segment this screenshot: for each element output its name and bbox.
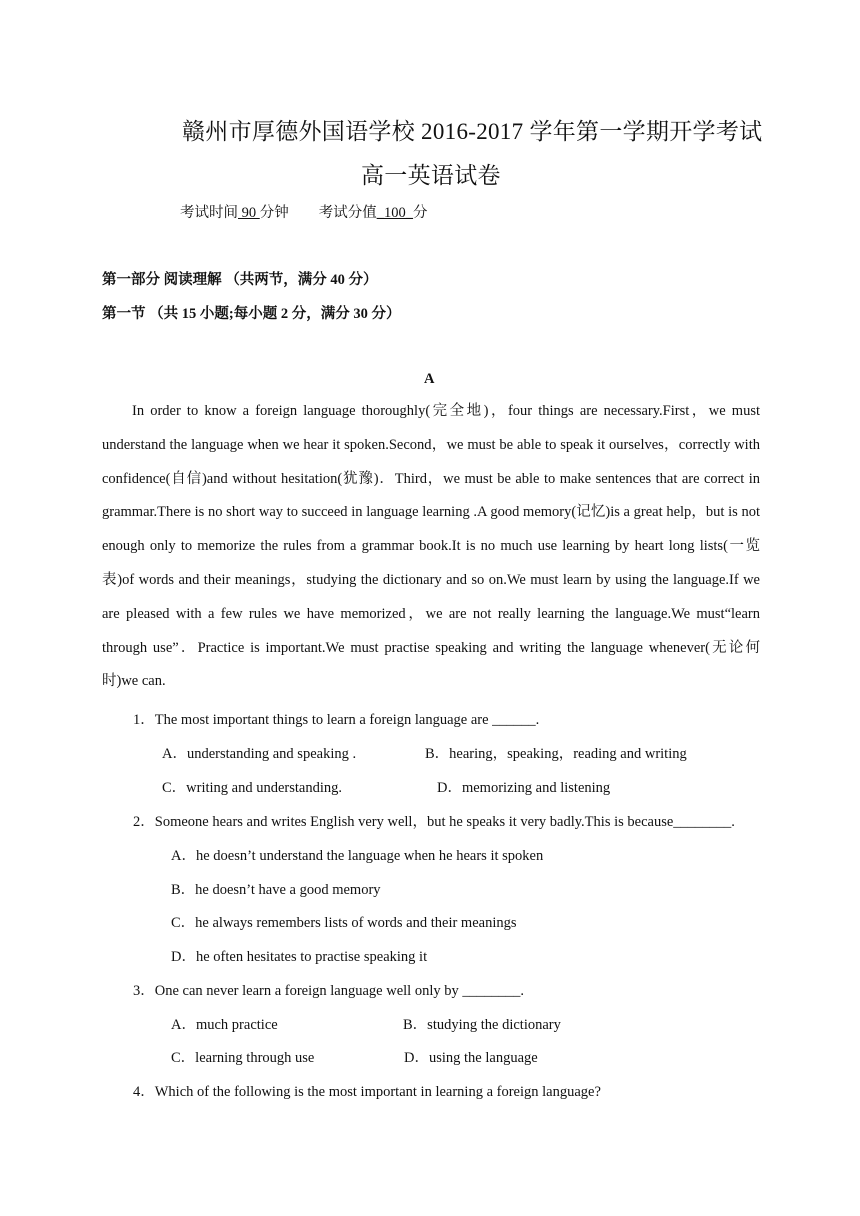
question-3-option-b: B．studying the dictionary bbox=[403, 1017, 561, 1033]
exam-subtitle: 高一英语试卷 bbox=[361, 163, 501, 188]
question-3-option-c: C．learning through use bbox=[171, 1050, 315, 1066]
question-2-option-d: D．he often hesitates to practise speaking it bbox=[171, 949, 428, 965]
score-label: 考试分值 bbox=[318, 205, 377, 221]
passage-text bbox=[102, 395, 760, 699]
question-4-stem: 4．Which of the following is the most important in learning a foreign language? bbox=[133, 1084, 601, 1100]
question-1-stem: 1．The most important things to learn a foreign language are ______. bbox=[133, 712, 540, 728]
question-2-option-a: A．he doesn’t understand the language when he hears it spoken bbox=[171, 848, 544, 864]
question-1-option-d: D．memorizing and listening bbox=[437, 780, 611, 796]
time-unit: 分钟 bbox=[259, 205, 289, 221]
passage-body: In order to know a foreign language thoroughly(完全地)，four things are necessary.First，we must understand the language when we hear it spoken.Second，we must be able to speak it ourselves，correctly with confidence(自信)and without hesitation(犹豫)．Third，we must be able to make sentences that are correct in grammar.There is no short way to succeed in language learning .A good memory(记忆)is a great help，but is not enough only to memorize the rules from a grammar book.It is no much use learning by heart long lists(一览表)of words and their meanings，studying the dictionary and so on.We must learn by using the language.If we are pleased with a few rules we have memorized，we are not really learning the language.We must“learn through use”．Practice is important.We must practise speaking and writing the language whenever(无论何时)we can. bbox=[102, 403, 760, 690]
question-2-option-b: B．he doesn’t have a good memory bbox=[171, 882, 381, 898]
score-unit: 分 bbox=[413, 205, 428, 221]
question-2-stem: 2．Someone hears and writes English very well，but he speaks it very badly.This is because________. bbox=[133, 814, 735, 830]
question-1-option-c: C．writing and understanding. bbox=[162, 780, 343, 796]
exam-title: 赣州市厚德外国语学校 2016-2017 学年第一学期开学考试 bbox=[182, 119, 763, 144]
time-value: 90 bbox=[238, 205, 260, 221]
section-heading: 第一节 （共 15 小题;每小题 2 分，满分 30 分） bbox=[102, 306, 401, 322]
score-value: _100_ bbox=[376, 205, 413, 221]
time-label: 考试时间 bbox=[180, 205, 238, 221]
part-heading: 第一部分 阅读理解 （共两节，满分 40 分） bbox=[102, 272, 378, 288]
question-1-option-a: A．understanding and speaking . bbox=[162, 746, 357, 762]
exam-info bbox=[180, 201, 428, 222]
question-3-option-d: D．using the language bbox=[404, 1050, 538, 1066]
passage-label: A bbox=[424, 371, 435, 387]
question-3-stem: 3．One can never learn a foreign language well only by ________. bbox=[133, 983, 524, 999]
question-3-option-a: A．much practice bbox=[171, 1017, 278, 1033]
question-1-option-b: B．hearing，speaking，reading and writing bbox=[425, 746, 687, 762]
question-2-option-c: C．he always remembers lists of words and their meanings bbox=[171, 915, 517, 931]
